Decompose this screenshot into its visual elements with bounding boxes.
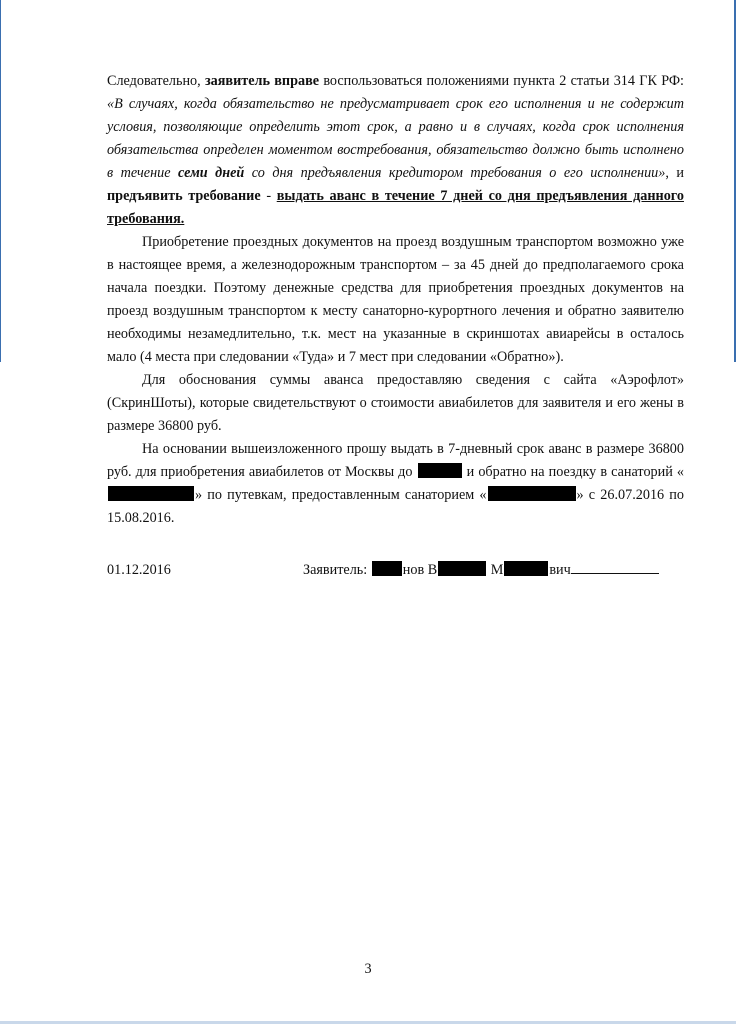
document-date: 01.12.2016 — [107, 562, 171, 578]
text-run: » с 26.07.2016 по 15.08.2016. — [107, 487, 684, 526]
text-run: » по путевкам, предоставленным санаторием « — [195, 487, 487, 503]
applicant-name-part: нов В — [402, 562, 438, 578]
redaction-box — [372, 561, 402, 576]
text-run: , и — [665, 165, 685, 181]
page-number: 3 — [364, 961, 372, 977]
text-run: и обратно на поездку в санаторий « — [462, 464, 684, 480]
text-run-bold: предъявить требование — [107, 188, 261, 204]
text-run-bold-italic: семи дней — [178, 165, 245, 181]
paragraph-2: Приобретение проездных документов на проезд воздушным транспортом возможно уже в настоящее время, а железнодорожным транспортом – за 45 дней до предполагаемого срока начала поездки. Поэтому денежные средства для приобретения проездных документов на проезд воздушным транспортом к месту санаторно-курортного лечения и обратно заявителю необходимы незамедлительно, т.к. мест на указанные в скриншотах авиарейсы в осталось мало (4 места при следовании «Туда» и 7 мест при следовании «Обратно»). — [107, 234, 684, 365]
paragraph-1 — [107, 70, 684, 231]
applicant-signature — [303, 560, 659, 580]
applicant-label: Заявитель: — [303, 562, 371, 578]
applicant-name-part: М — [487, 562, 504, 578]
applicant-name-part: вич — [549, 562, 571, 578]
text-run: - — [260, 188, 277, 204]
redaction-box — [108, 486, 194, 501]
document-body — [107, 70, 684, 530]
law-quote: «В случаях, когда обязательство не предусматривает срок его исполнения и не содержит условия, позволяющие определить этот срок, а равно и в случаях, когда срок исполнения обязательства определен моментом востребования, обязательство должно быть исполнено в течение — [107, 96, 684, 181]
text-run: На основании вышеизложенного прошу выдать в 7-дневный срок аванс в размере 36800 руб. для приобретения авиабилетов от Москвы до — [107, 441, 684, 480]
paragraph-3: Для обоснования суммы аванса предоставляю сведения с сайта «Аэрофлот» (СкринШоты), которые свидетельствуют о стоимости авиабилетов для заявителя и его жены в размере 36800 руб. — [107, 372, 684, 434]
redaction-box — [438, 561, 486, 576]
demand-underlined: выдать аванс в течение 7 дней со дня предъявления данного требования. — [107, 188, 684, 227]
text-run-bold: заявитель вправе — [204, 73, 320, 89]
redaction-box — [504, 561, 548, 576]
signature-line — [571, 560, 659, 574]
text-run: Следовательно, — [107, 73, 205, 89]
redaction-box — [418, 463, 462, 478]
page-frame-left — [0, 0, 1, 362]
law-quote-end: со дня предъявления кредитором требования о его исполнении» — [244, 165, 666, 181]
text-run: воспользоваться положениями пункта 2 статьи 314 ГК РФ: — [319, 73, 684, 89]
paragraph-4 — [107, 438, 684, 530]
redaction-box — [488, 486, 576, 501]
